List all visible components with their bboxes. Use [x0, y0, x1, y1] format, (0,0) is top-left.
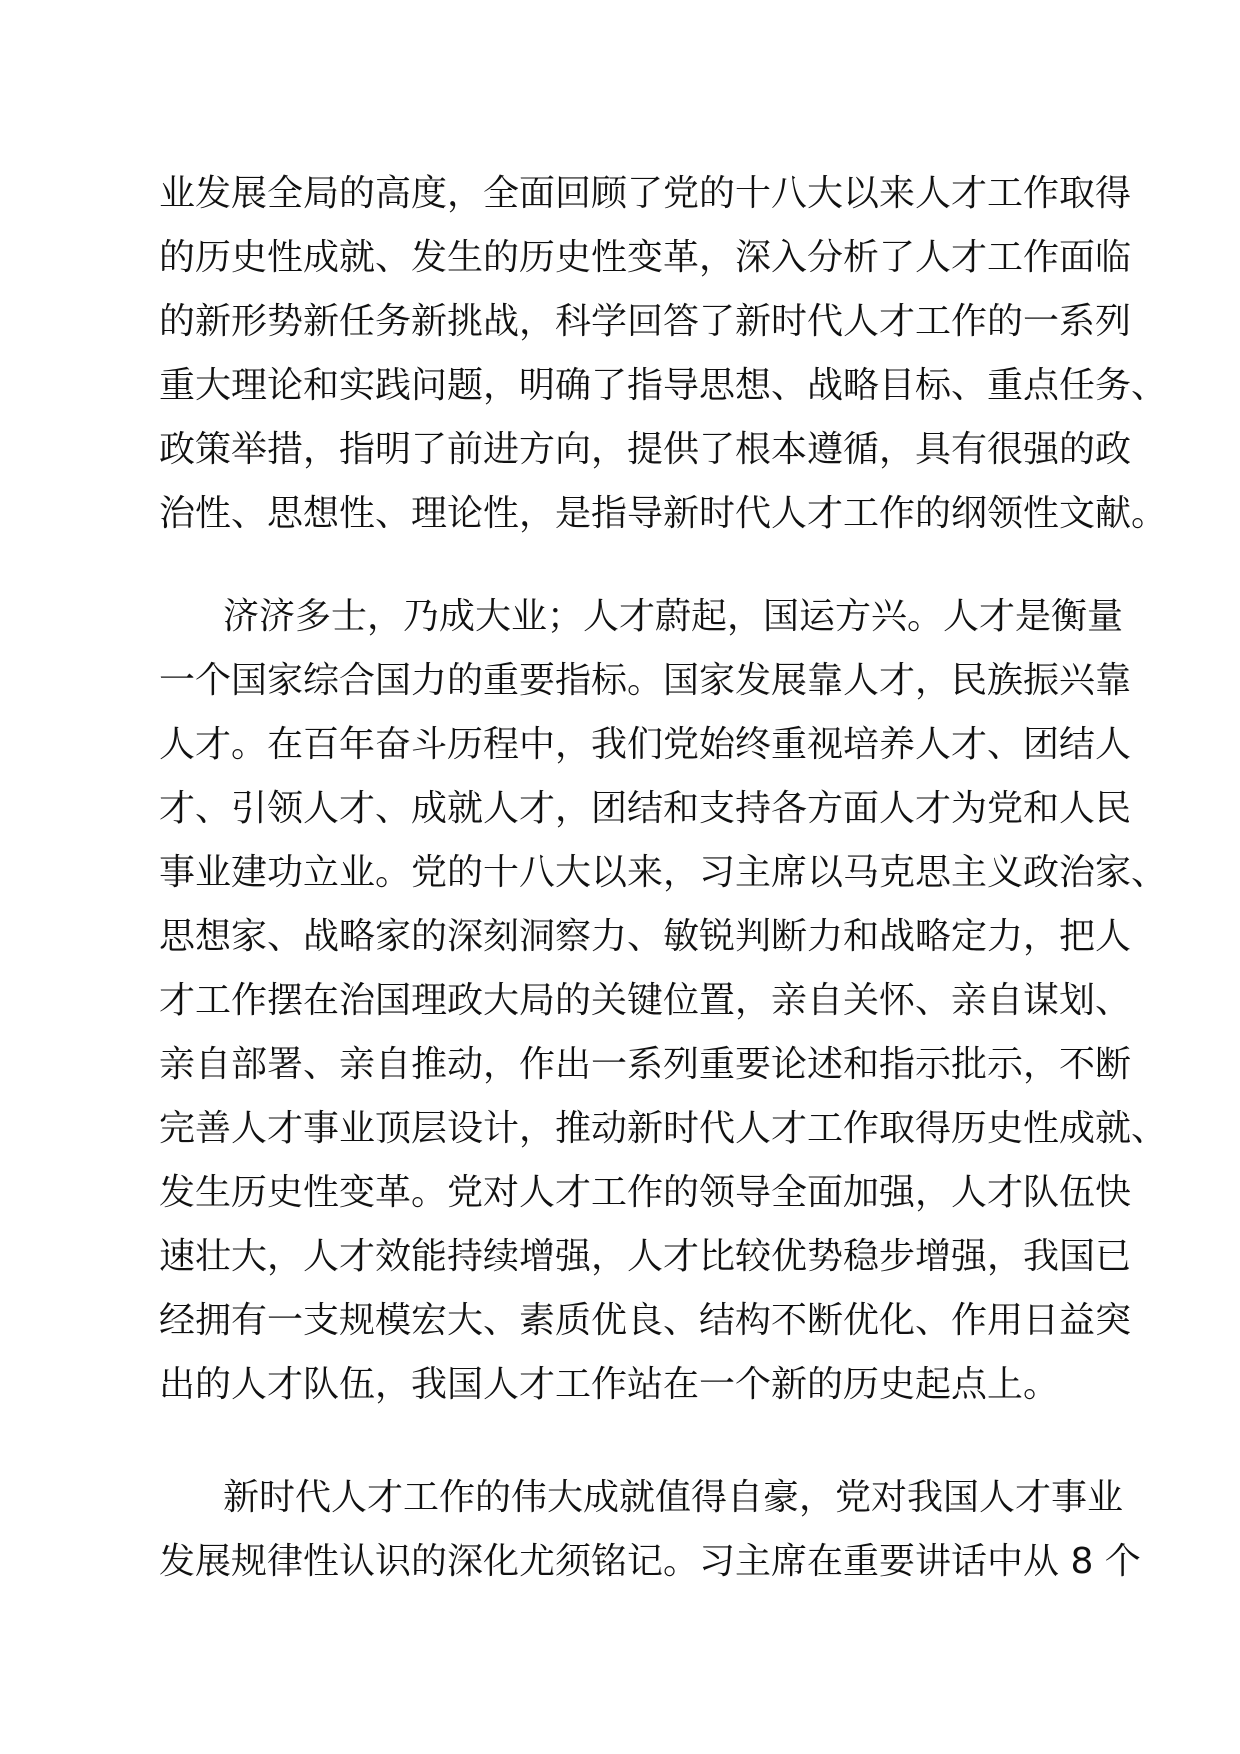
- paragraph-line: 亲自部署、亲自推动，作出一系列重要论述和指示批示，不断: [159, 1044, 1132, 1085]
- paragraph-line: 完善人才事业顶层设计，推动新时代人才工作取得历史性成就、: [159, 1108, 1168, 1149]
- paragraph-3: [159, 1466, 1141, 1594]
- paragraph-line: 事业建功立业。党的十八大以来，习主席以马克思主义政治家、: [159, 852, 1168, 893]
- paragraph-line: 新时代人才工作的伟大成就值得自豪，党对我国人才事业: [223, 1477, 1124, 1518]
- paragraph-line: 思想家、战略家的深刻洞察力、敏锐判断力和战略定力，把人: [159, 916, 1132, 957]
- paragraph-line: 发展规律性认识的深化尤须铭记。习主席在重要讲话中从 8 个: [159, 1541, 1141, 1582]
- paragraph-line: 政策举措，指明了前进方向，提供了根本遵循，具有很强的政: [159, 429, 1132, 470]
- paragraph-line: 人才。在百年奋斗历程中，我们党始终重视培养人才、团结人: [159, 724, 1132, 765]
- paragraph-line: 的历史性成就、发生的历史性变革，深入分析了人才工作面临: [159, 237, 1132, 278]
- paragraph-line: 发生历史性变革。党对人才工作的领导全面加强，人才队伍快: [159, 1172, 1132, 1213]
- paragraph-line: 一个国家综合国力的重要指标。国家发展靠人才，民族振兴靠: [159, 660, 1132, 701]
- paragraph-line: 治性、思想性、理论性，是指导新时代人才工作的纲领性文献。: [159, 493, 1168, 534]
- paragraph-line: 才、引领人才、成就人才，团结和支持各方面人才为党和人民: [159, 788, 1132, 829]
- paragraph-line: 重大理论和实践问题，明确了指导思想、战略目标、重点任务、: [159, 365, 1168, 406]
- paragraph-line: 济济多士，乃成大业；人才蔚起，国运方兴。人才是衡量: [223, 596, 1124, 637]
- paragraph-line: 的新形势新任务新挑战，科学回答了新时代人才工作的一系列: [159, 301, 1132, 342]
- paragraph-2: [159, 585, 1168, 1417]
- paragraph-1: [159, 162, 1168, 546]
- paragraph-line: 才工作摆在治国理政大局的关键位置，亲自关怀、亲自谋划、: [159, 980, 1132, 1021]
- paragraph-line: 经拥有一支规模宏大、素质优良、结构不断优化、作用日益突: [159, 1300, 1132, 1341]
- paragraph-line: 业发展全局的高度，全面回顾了党的十八大以来人才工作取得: [159, 173, 1132, 214]
- paragraph-line: 出的人才队伍，我国人才工作站在一个新的历史起点上。: [159, 1364, 1060, 1405]
- paragraph-line: 速壮大，人才效能持续增强，人才比较优势稳步增强，我国已: [159, 1236, 1132, 1277]
